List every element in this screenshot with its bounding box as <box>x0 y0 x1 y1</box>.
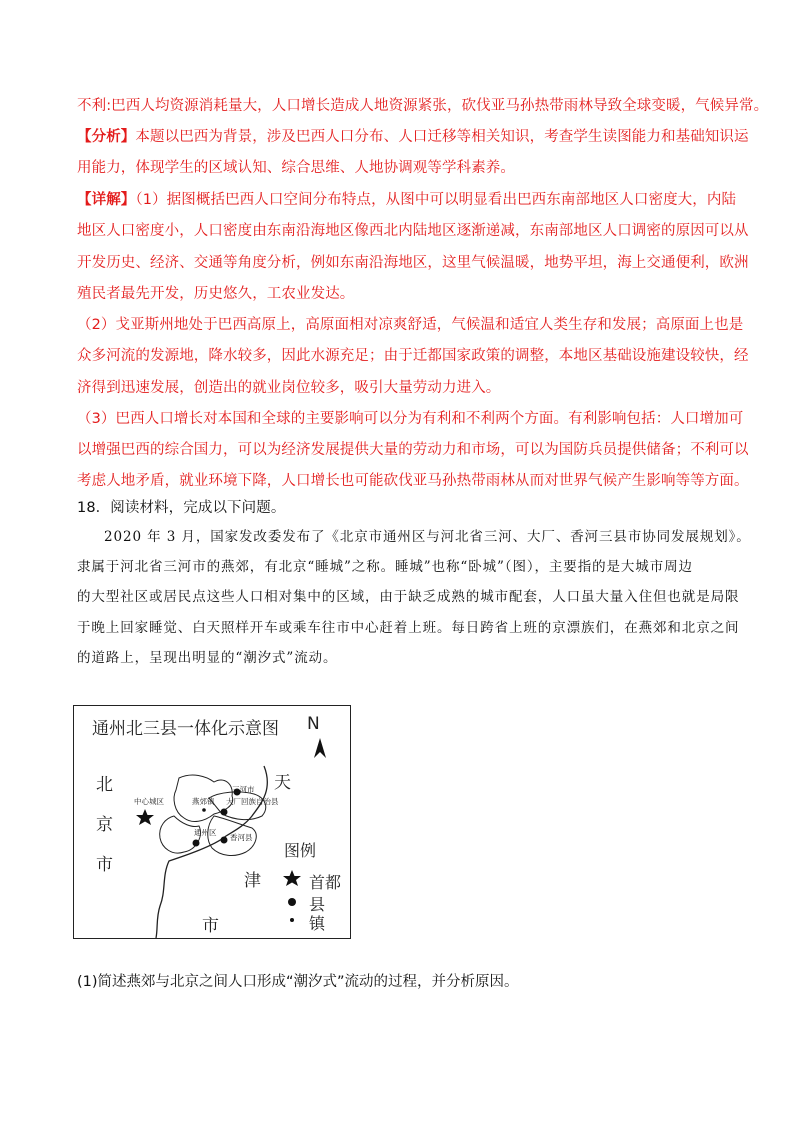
detail-tag: 【详解】 <box>77 192 136 208</box>
center-district-label: 中心城区 <box>134 797 164 806</box>
material-line-5: 的道路上，呈现出明显的“潮汐式”流动。 <box>77 650 338 666</box>
legend-town-icon <box>290 918 294 922</box>
material-line-2: 隶属于河北省三河市的燕郊，有北京“睡城”之称。睡城”也称“卧城”（图），主要指的是大城市周边 <box>77 559 693 575</box>
legend-capital-label: 首都 <box>309 873 342 892</box>
legend-star-icon <box>283 870 301 886</box>
material-line-3: 的大型社区或居民点这些人口相对集中的区域，由于缺乏成熟的城市配套，人口虽大量入住但也就是局限 <box>77 589 740 605</box>
detail-line-7: 济得到迅速发展，创造出的就业岗位较多，吸引大量劳动力进入。 <box>77 380 501 396</box>
answer-line: 不利:巴西人均资源消耗量大，人口增长造成人地资源紧张，砍伐亚马孙热带雨林导致全球变暖，气候异常。 <box>77 98 769 114</box>
material-line-4: 于晚上回家睡觉、白天照样开车或乘车往市中心赶着上班。每日跨省上班的京漂族们，在燕郊和北京之间 <box>77 620 740 636</box>
detail-line-8: （3）巴西人口增长对本国和全球的主要影响可以分为有利和不利两个方面。有利影响包括：人口增加可 <box>77 411 744 427</box>
sub-question-1: (1)简述燕郊与北京之间人口形成“潮汐式”流动的过程，并分析原因。 <box>77 974 519 990</box>
beijing-char-1: 北 <box>96 775 113 795</box>
legend-title: 图例 <box>284 841 317 860</box>
legend-town-label: 镇 <box>309 914 326 933</box>
detail-line-5: （2）戈亚斯州地处于巴西高原上，高原面相对凉爽舒适，气候温和适宜人类生存和发展；高原面上也是 <box>77 317 744 333</box>
yanjiao-label: 燕郊镇 <box>192 797 215 806</box>
legend-county-label: 县 <box>309 895 326 914</box>
xianghe-label: 香河县 <box>230 833 253 842</box>
town-dot-icon <box>202 808 206 812</box>
tianjin-char-3: 市 <box>202 916 219 936</box>
detail-line-6: 众多河流的发源地，降水较多，因此水源充足；由于迁都国家政策的调整，本地区基础设施建设较快，经 <box>77 348 749 364</box>
analysis-tag: 【分析】 <box>77 129 136 145</box>
county-dot-icon <box>193 840 200 847</box>
detail-line <box>77 189 737 211</box>
detail-line-10: 考虑人地矛盾，就业环境下降，人口增长也可能砍伐亚马孙热带雨林从而对世界气候产生影响等等方面。 <box>77 473 749 489</box>
legend-county-icon <box>288 898 296 906</box>
map-title: 通州北三县一体化示意图 <box>92 719 279 739</box>
material-line-1: 2020 年 3 月，国家发改委发布了《北京市通州区与河北省三河、大厂、香河三县市协同发展规划》。 <box>104 529 751 545</box>
tianjin-char-1: 天 <box>274 773 291 793</box>
detail-line-3: 开发历史、经济、交通等角度分析，例如东南沿海地区，这里气候温暖，地势平坦，海上交通便利，欧洲 <box>77 255 749 271</box>
analysis-line <box>77 126 749 148</box>
county-dot-icon <box>221 837 228 844</box>
detail-line-4: 殖民者最先开发，历史悠久，工农业发达。 <box>77 286 355 302</box>
analysis-line-2: 用能力，体现学生的区域认知、综合思维、人地协调观等学科素养。 <box>77 160 515 176</box>
beijing-char-2: 京 <box>96 815 113 835</box>
beijing-char-3: 市 <box>96 855 113 875</box>
analysis-text: 本题以巴西为背景，涉及巴西人口分布、人口迁移等相关知识，考查学生读图能力和基础知识运 <box>135 129 749 145</box>
detail-line-9: 以增强巴西的综合国力，可以为经济发展提供大量的劳动力和市场，可以为国防兵员提供储备；不利可以 <box>77 442 749 458</box>
map-figure <box>73 705 351 939</box>
capital-star-icon <box>136 809 154 825</box>
sanhe-label: 三河市 <box>232 785 255 794</box>
tongzhou-label: 通州区 <box>194 828 217 837</box>
north-label: N <box>307 714 320 734</box>
dachang-label: 大厂回族自治县 <box>226 797 279 806</box>
tianjin-char-2: 津 <box>244 871 261 891</box>
detail-text: （1）据图概括巴西人口空间分布特点，从图中可以明显看出巴西东南部地区人口密度大，内陆 <box>135 192 737 208</box>
question-heading: 18．阅读材料，完成以下问题。 <box>77 500 286 516</box>
north-arrow-icon <box>314 738 326 758</box>
county-dot-icon <box>221 809 228 816</box>
detail-line-2: 地区人口密度小，人口密度由东南沿海地区像西北内陆地区逐渐递减，东南部地区人口调密的原因可以从 <box>77 223 749 239</box>
